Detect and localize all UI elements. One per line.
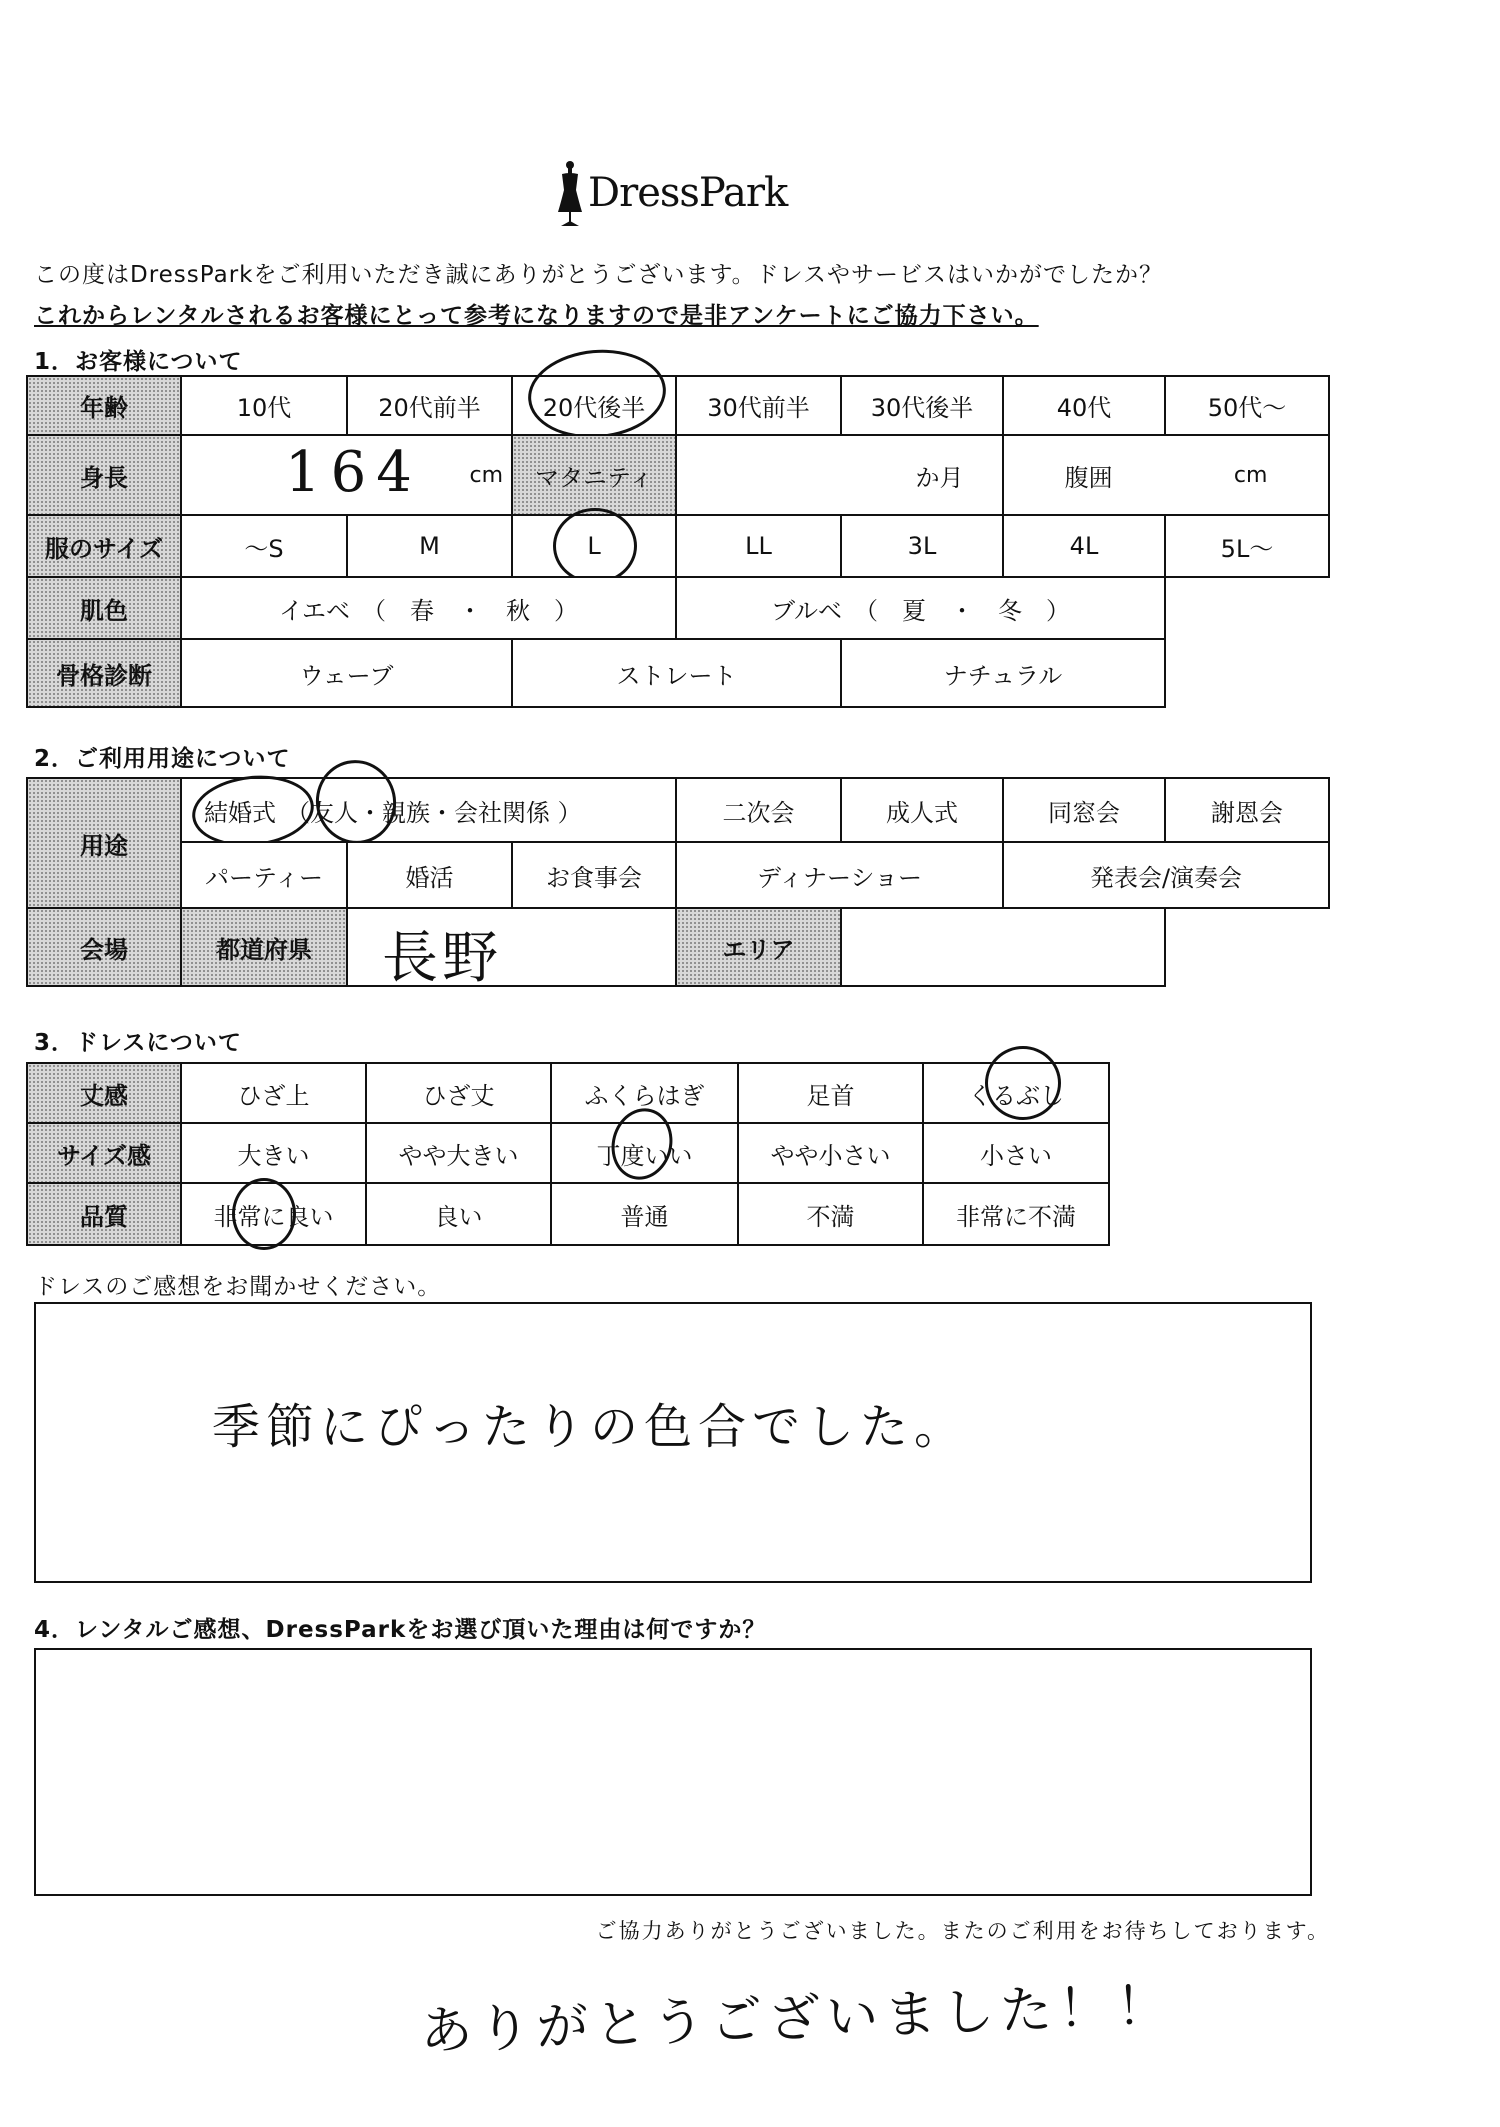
purpose-afterparty[interactable]: 二次会 (675, 777, 842, 843)
size-feel-label: サイズ感 (26, 1122, 182, 1184)
size-feel-just-right[interactable]: 丁度いい (550, 1122, 739, 1184)
purpose-thank-you-party[interactable]: 謝恩会 (1164, 777, 1330, 843)
purpose-dinner-show[interactable]: ディナーショー (675, 841, 1004, 909)
waist-field[interactable] (1002, 434, 1330, 516)
quality-very-unsatisfied[interactable]: 非常に不満 (922, 1182, 1110, 1246)
maternity-label: マタニティ (511, 434, 677, 516)
venue-label: 会場 (26, 907, 182, 987)
wedding-relation-options: （友人・親族・会社関係 ） (286, 798, 582, 827)
purpose-coming-of-age[interactable]: 成人式 (840, 777, 1004, 843)
length-ankle[interactable]: 足首 (737, 1062, 924, 1124)
section1-title: 1．お客様について (34, 349, 243, 375)
age-option-early-30s[interactable]: 30代前半 (675, 375, 842, 436)
size-option-ll[interactable]: LL (675, 514, 842, 578)
size-option-m[interactable]: M (346, 514, 513, 578)
section2-title: 2．ご利用用途について (34, 746, 291, 772)
rental-reason-text (36, 1650, 1310, 1690)
skin-yellow-base-option[interactable]: イエベ （ 春 ・ 秋 ） (180, 576, 677, 640)
waist-unit: cm (1233, 462, 1268, 488)
area-label: エリア (675, 907, 842, 987)
rental-reason-box[interactable] (34, 1648, 1312, 1896)
size-feel-slightly-large[interactable]: やや大きい (365, 1122, 552, 1184)
dress-form-icon (555, 160, 585, 230)
maternity-months-field[interactable] (675, 434, 1004, 516)
thanks-message: ご協力ありがとうございました。またのご利用をお待ちしております。 (595, 1919, 1330, 1943)
age-option-40s[interactable]: 40代 (1002, 375, 1166, 436)
size-option-s[interactable]: ～S (180, 514, 348, 578)
length-calf[interactable]: ふくらはぎ (550, 1062, 739, 1124)
logo-text: DressPark (588, 170, 788, 216)
purpose-recital[interactable]: 発表会/演奏会 (1002, 841, 1330, 909)
quality-very-good[interactable]: 非常に良い (180, 1182, 367, 1246)
handwritten-thanks: ありがとうございました！！ (419, 1975, 1176, 2063)
skin-color-label: 肌色 (26, 576, 182, 640)
length-anklebone[interactable]: くるぶし (922, 1062, 1110, 1124)
intro-text: この度はDressParkをご利用いただき誠にありがとうございます。ドレスやサービスはいかがでしたか？ (34, 262, 1163, 288)
waist-label: 腹囲 (1064, 463, 1113, 492)
purpose-matchmaking[interactable]: 婚活 (346, 841, 513, 909)
selection-circle-length (985, 1046, 1061, 1120)
age-option-50s[interactable]: 50代～ (1164, 375, 1330, 436)
age-label: 年齢 (26, 375, 182, 436)
age-option-late-20s[interactable]: 20代後半 (511, 375, 677, 436)
quality-average[interactable]: 普通 (550, 1182, 739, 1246)
size-option-3l[interactable]: 3L (840, 514, 1004, 578)
height-unit: cm (469, 462, 503, 488)
size-feel-large[interactable]: 大きい (180, 1122, 367, 1184)
age-option-late-30s[interactable]: 30代後半 (840, 375, 1004, 436)
section3-title: 3．ドレスについて (34, 1030, 242, 1056)
length-knee[interactable]: ひざ丈 (365, 1062, 552, 1124)
wedding-label: 結婚式 (204, 798, 276, 827)
selection-circle-size (553, 508, 637, 584)
size-feel-small[interactable]: 小さい (922, 1122, 1110, 1184)
age-option-early-20s[interactable]: 20代前半 (346, 375, 513, 436)
clothing-size-label: 服のサイズ (26, 514, 182, 578)
intro-request-text: これからレンタルされるお客様にとって参考になりますので是非アンケートにご協力下さい。 (34, 303, 1039, 329)
purpose-dinner[interactable]: お食事会 (511, 841, 677, 909)
quality-label: 品質 (26, 1182, 182, 1246)
size-option-l[interactable]: L (511, 514, 677, 578)
dress-comment-prompt: ドレスのご感想をお聞かせください。 (34, 1274, 442, 1300)
bone-type-label: 骨格診断 (26, 638, 182, 708)
length-label: 丈感 (26, 1062, 182, 1124)
dresspark-logo (555, 160, 795, 230)
purpose-party[interactable]: パーティー (180, 841, 348, 909)
bone-type-straight[interactable]: ストレート (511, 638, 842, 708)
size-feel-slightly-small[interactable]: やや小さい (737, 1122, 924, 1184)
age-option-10s[interactable]: 10代 (180, 375, 348, 436)
size-option-4l[interactable]: 4L (1002, 514, 1166, 578)
purpose-label: 用途 (26, 777, 182, 909)
quality-unsatisfied[interactable]: 不満 (737, 1182, 924, 1246)
area-field[interactable] (840, 907, 1166, 987)
height-label: 身長 (26, 434, 182, 516)
length-above-knee[interactable]: ひざ上 (180, 1062, 367, 1124)
bone-type-natural[interactable]: ナチュラル (840, 638, 1166, 708)
size-option-5l[interactable]: 5L～ (1164, 514, 1330, 578)
purpose-reunion[interactable]: 同窓会 (1002, 777, 1166, 843)
maternity-months-unit: か月 (915, 463, 964, 492)
section4-title: 4．レンタルご感想、DressParkをお選び頂いた理由は何ですか？ (34, 1617, 767, 1643)
selection-circle-quality (232, 1178, 296, 1250)
skin-blue-base-option[interactable]: ブルベ （ 夏 ・ 冬 ） (675, 576, 1166, 640)
prefecture-value: 長野 (382, 926, 502, 991)
dress-comment-text: 季節にぴったりの色合でした。 (212, 1399, 969, 1455)
bone-type-wave[interactable]: ウェーブ (180, 638, 513, 708)
height-value: 164 (285, 440, 422, 505)
quality-good[interactable]: 良い (365, 1182, 552, 1246)
prefecture-label: 都道府県 (180, 907, 348, 987)
